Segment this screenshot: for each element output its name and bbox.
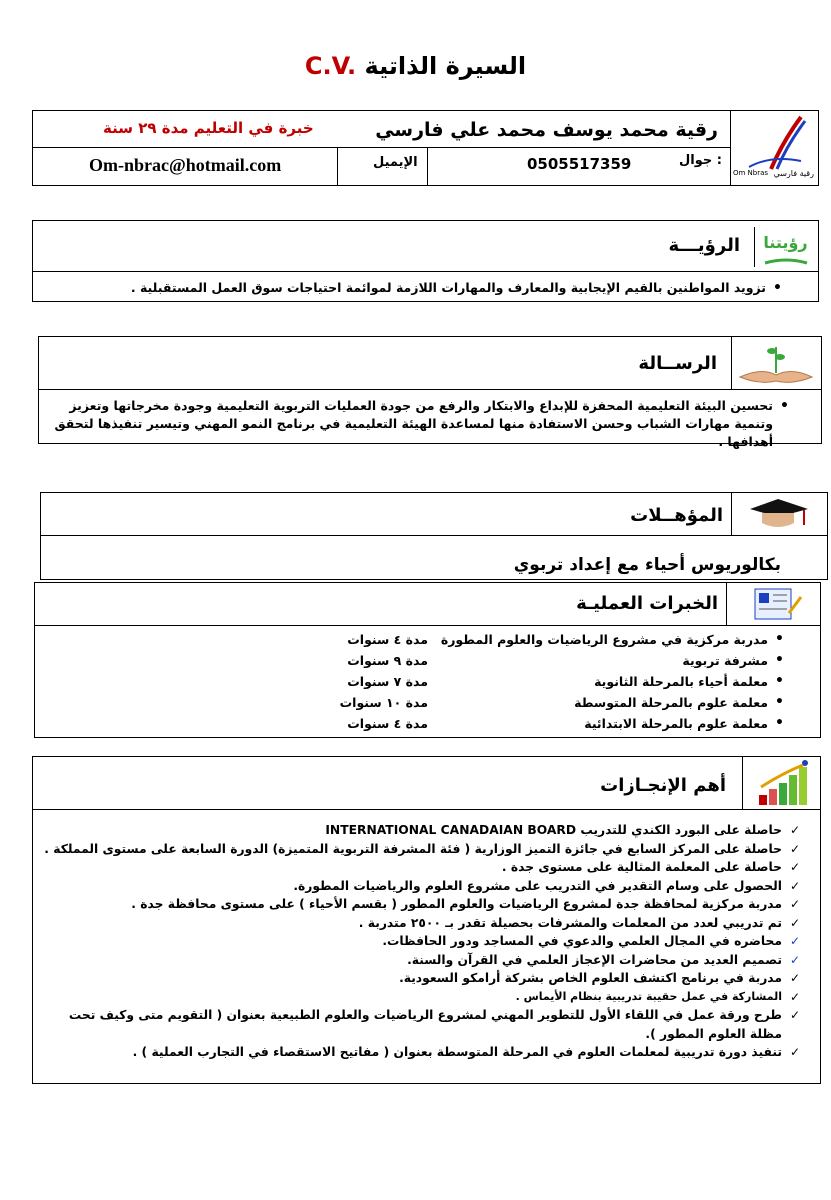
vision-title: الرؤيـــة bbox=[668, 235, 740, 256]
exp-logo bbox=[726, 583, 820, 625]
experience-item: • مشرفة تربوية bbox=[366, 650, 784, 671]
mobile-number: 0505517359 bbox=[527, 155, 632, 173]
achievement-item: ✓ حاصلة على المركز السابع في جائزة التميز الوزارية ( فئة المشرفة التربوية المتميزة) الدورة السابعة على مستوى المملكة . bbox=[40, 840, 800, 859]
logo-text-ar: رقية فارسي bbox=[773, 169, 814, 178]
mission-text: • تحسين البيئة التعليمية المحفزة للإبداع والابتكار والرفع من جودة العمليات التربوية التعليمية وجودة مخرجاتها وتعزيز وتنمية مهارات الشباب وحسن الاستفادة منها لمساعدة الهيئة التعليمية في برنامج النمو المهني وتيسير تنفيذها لتحقق أهدافها . bbox=[45, 397, 789, 451]
qual-logo bbox=[731, 493, 827, 535]
experience-duration: مدة ٩ سنوات bbox=[347, 653, 428, 668]
achievement-item: ✓ طرح ورقة عمل في اللقاء الأول للتطوير المهني لمشروع الرياضيات والعلوم الطبيعية بعنوان ( التقويم متى وكيف تحت مظلة العلوم المطور ). bbox=[40, 1006, 800, 1043]
qualification-text: بكالوريوس أحياء مع إعداد تربوي bbox=[513, 555, 781, 575]
achievement-item: ✓ المشاركة في عمل حقيبة تدريبية بنظام الأيماس . bbox=[40, 988, 800, 1007]
mission-logo bbox=[731, 337, 821, 389]
achievement-item: ✓ الحصول على وسام التقدير في التدريب على مشروع العلوم والرياضيات المطورة. bbox=[40, 877, 800, 896]
mobile-label: : جوال bbox=[679, 153, 722, 168]
achievement-item: ✓ حاصلة على المعلمة المثالية على مستوى جدة . bbox=[40, 858, 800, 877]
experience-box bbox=[34, 582, 821, 738]
header-box bbox=[32, 110, 819, 186]
experience-item: • معلمة أحياء بالمرحلة الثانوية bbox=[366, 671, 784, 692]
achievements-list bbox=[40, 821, 806, 1062]
qualifications-title: المؤهــلات bbox=[630, 505, 723, 526]
ach-divider bbox=[33, 809, 820, 810]
mission-list bbox=[45, 397, 811, 451]
experience-title: الخبرات العمليـة bbox=[576, 593, 718, 614]
document-icon bbox=[727, 583, 821, 625]
email-divider-1 bbox=[337, 147, 338, 185]
experience-duration: مدة ٧ سنوات bbox=[347, 674, 428, 689]
vision-logo-text: رؤيتنا bbox=[763, 233, 808, 252]
experience-duration: مدة ٤ سنوات bbox=[347, 716, 428, 731]
experience-duration: مدة ١٠ سنوات bbox=[339, 695, 428, 710]
page-title-cv: C.V. bbox=[304, 52, 357, 80]
email-label: الإيميل bbox=[373, 155, 418, 170]
experience-duration: مدة ٤ سنوات bbox=[347, 632, 428, 647]
page-title bbox=[0, 52, 831, 80]
experience-item: • معلمة علوم بالمرحلة المتوسطة bbox=[366, 692, 784, 713]
mission-divider bbox=[39, 389, 821, 390]
hands-plant-icon bbox=[732, 337, 820, 389]
qualifications-box bbox=[40, 492, 828, 580]
experience-list bbox=[366, 629, 806, 734]
mission-title: الرســالة bbox=[638, 353, 717, 374]
achievement-item: ✓ تنفيذ دورة تدريبية لمعلمات العلوم في المرحلة المتوسطة بعنوان ( مفاتيح الاستقصاء في التجارب العملية ) . bbox=[40, 1043, 800, 1062]
achievement-item: ✓ مدربة في برنامج اكتشف العلوم الخاص بشركة أرامكو السعودية. bbox=[40, 969, 800, 988]
name-text: رقية محمد يوسف محمد علي فارسي bbox=[375, 119, 718, 141]
graduation-cap-icon bbox=[732, 493, 828, 535]
achievement-item: ✓ محاضره في المجال العلمي والدعوي في المساجد ودور الحافظات. bbox=[40, 932, 800, 951]
vision-box bbox=[32, 220, 819, 302]
achievement-item: ✓ تصميم العديد من محاضرات الإعجاز العلمي في القرآن والسنة. bbox=[40, 951, 800, 970]
achievement-item: ✓ حاصلة على البورد الكندي للتدريب INTERNATIONAL CANADAIAN BOARD bbox=[40, 821, 800, 840]
mission-box bbox=[38, 336, 822, 449]
email-address[interactable]: Om-nbrac@hotmail.com bbox=[89, 155, 282, 175]
page-title-ar: السيرة الذاتية bbox=[364, 52, 527, 80]
vision-list bbox=[44, 279, 804, 297]
experience-years: خبرة في التعليم مدة ٢٩ سنة bbox=[103, 119, 314, 137]
experience-item: • مدربة مركزية في مشروع الرياضيات والعلوم المطورة bbox=[366, 629, 784, 650]
vision-logo bbox=[754, 227, 812, 267]
header-logo bbox=[730, 111, 818, 185]
achievements-box bbox=[32, 756, 821, 1084]
bar-chart-icon bbox=[743, 757, 821, 809]
logo-text-en: Om Nbras bbox=[733, 169, 769, 177]
header-divider bbox=[33, 147, 731, 148]
ach-logo bbox=[742, 757, 820, 809]
email-divider-2 bbox=[427, 147, 428, 185]
qual-divider bbox=[41, 535, 827, 536]
achievement-item: ✓ تم تدريبي لعدد من المعلمات والمشرفات بحصيلة تقدر بـ ٢٥٠٠ متدربة . bbox=[40, 914, 800, 933]
achievement-item: ✓ مدربة مركزية لمحافظة جدة لمشروع الرياضيات والعلوم المطور ( بقسم الأحياء ) على مستوى محافظة جدة . bbox=[40, 895, 800, 914]
experience-durations bbox=[318, 629, 428, 734]
leaf-icon bbox=[759, 257, 813, 267]
achievements-title: أهم الإنجـازات bbox=[600, 775, 726, 796]
experience-item: • معلمة علوم بالمرحلة الابتدائية bbox=[366, 713, 784, 734]
vision-text: • تزويد المواطنين بالقيم الإيجابية والمعارف والمهارات اللازمة لموائمة احتياجات سوق العمل المستقبلية . bbox=[44, 279, 782, 297]
exp-divider bbox=[35, 625, 820, 626]
vision-divider bbox=[33, 271, 818, 272]
